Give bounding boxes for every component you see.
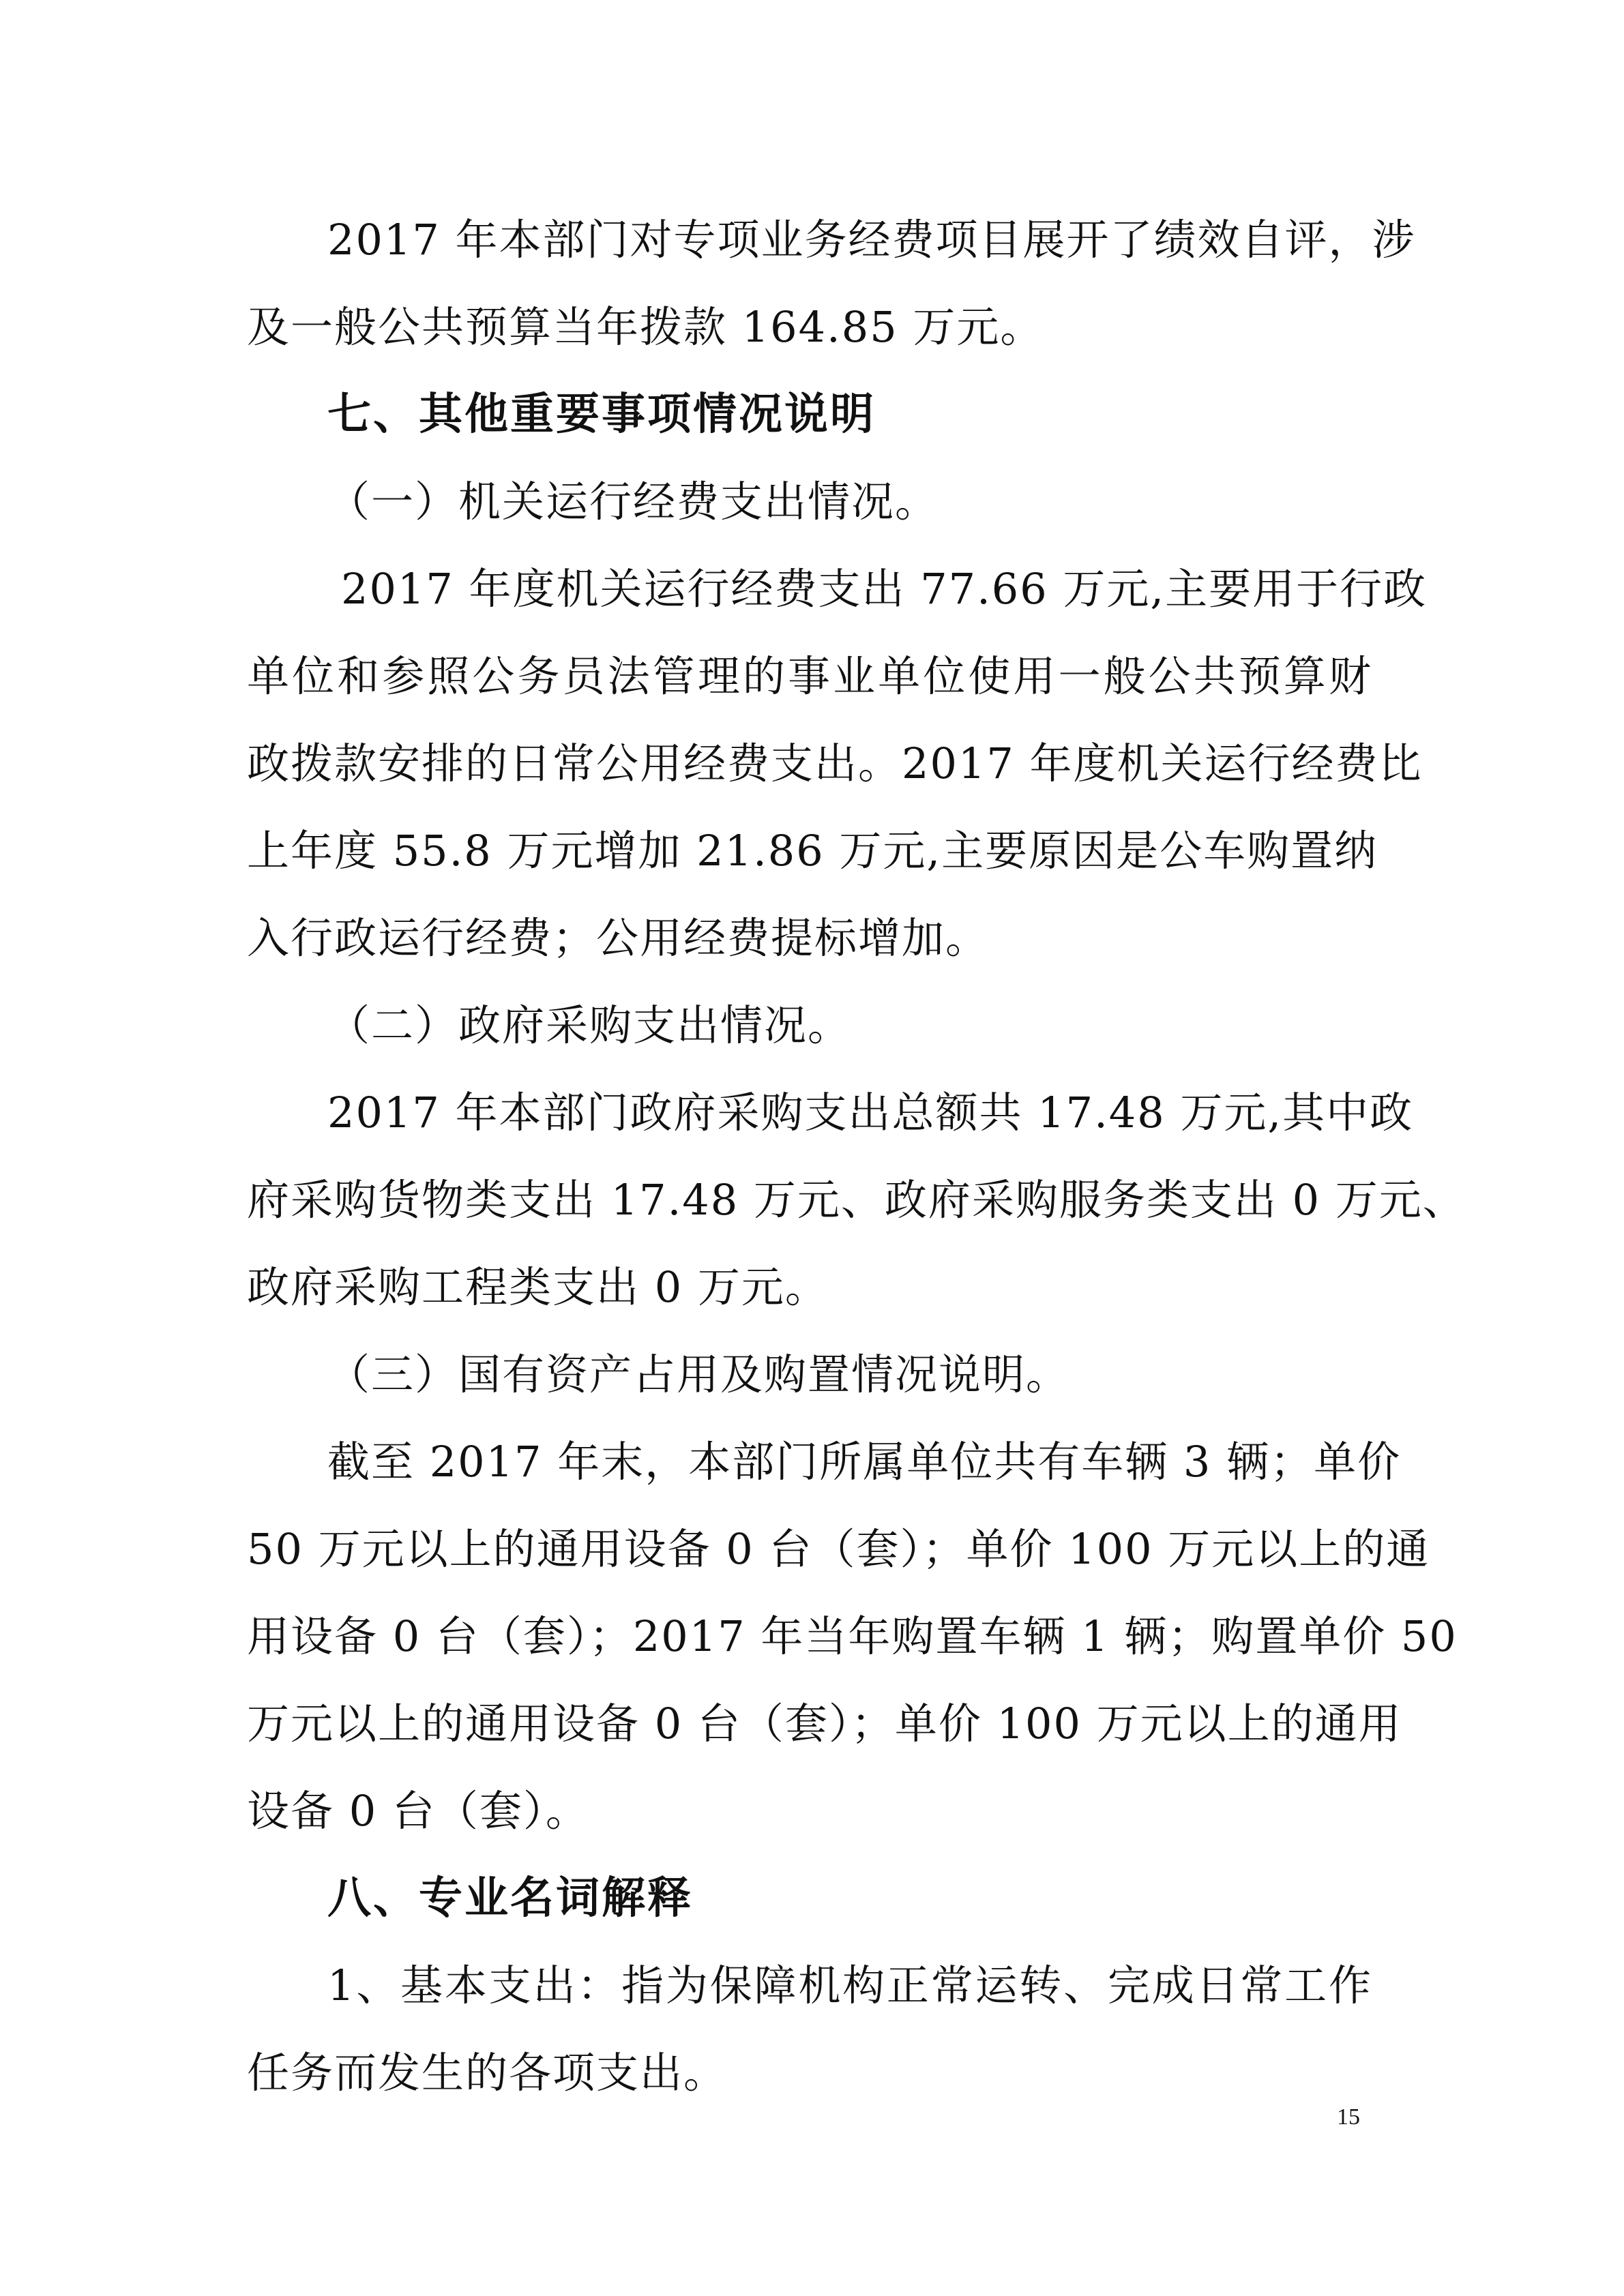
paragraph-line: 设备 0 台（套）。 [247, 1786, 589, 1836]
section-heading-7: 七、其他重要事项情况说明 [327, 389, 876, 440]
paragraph-line: 万元以上的通用设备 0 台（套）；单价 100 万元以上的通用 [247, 1699, 1402, 1748]
paragraph-line: 2017 年度机关运行经费支出 77.66 万元,主要用于行政 [341, 564, 1428, 614]
paragraph-line: 截至 2017 年末，本部门所属单位共有车辆 3 辆；单价 [327, 1437, 1402, 1487]
subsection-title-3: （三）国有资产占用及购置情况说明。 [327, 1350, 1070, 1399]
paragraph-line: 任务而发生的各项支出。 [247, 2048, 728, 2098]
paragraph-line: 及一般公共预算当年拨款 164.85 万元。 [247, 302, 1044, 352]
paragraph-line: 2017 年本部门对专项业务经费项目展开了绩效自评，涉 [327, 215, 1416, 265]
paragraph-line: 上年度 55.8 万元增加 21.86 万元,主要原因是公车购置纳 [247, 826, 1378, 876]
page-number: 15 [1337, 2104, 1360, 2130]
paragraph-line: 入行政运行经费；公用经费提标增加。 [247, 913, 990, 963]
paragraph-line: 府采购货物类支出 17.48 万元、政府采购服务类支出 0 万元、 [247, 1175, 1466, 1225]
subsection-title-2: （二）政府采购支出情况。 [327, 1000, 852, 1050]
paragraph-line: 2017 年本部门政府采购支出总额共 17.48 万元,其中政 [327, 1088, 1414, 1137]
paragraph-line: 单位和参照公务员法管理的事业单位使用一般公共预算财 [247, 651, 1372, 701]
paragraph-line: 政拨款安排的日常公用经费支出。2017 年度机关运行经费比 [247, 739, 1423, 788]
subsection-title-1: （一）机关运行经费支出情况。 [327, 477, 939, 526]
section-heading-8: 八、专业名词解释 [327, 1873, 693, 1924]
paragraph-line: 50 万元以上的通用设备 0 台（套）；单价 100 万元以上的通 [247, 1524, 1430, 1574]
paragraph-line: 用设备 0 台（套）；2017 年当年购置车辆 1 辆；购置单价 50 [247, 1611, 1458, 1661]
paragraph-line: 政府采购工程类支出 0 万元。 [247, 1262, 829, 1312]
paragraph-line: 1、基本支出：指为保障机构正常运转、完成日常工作 [327, 1960, 1372, 2010]
